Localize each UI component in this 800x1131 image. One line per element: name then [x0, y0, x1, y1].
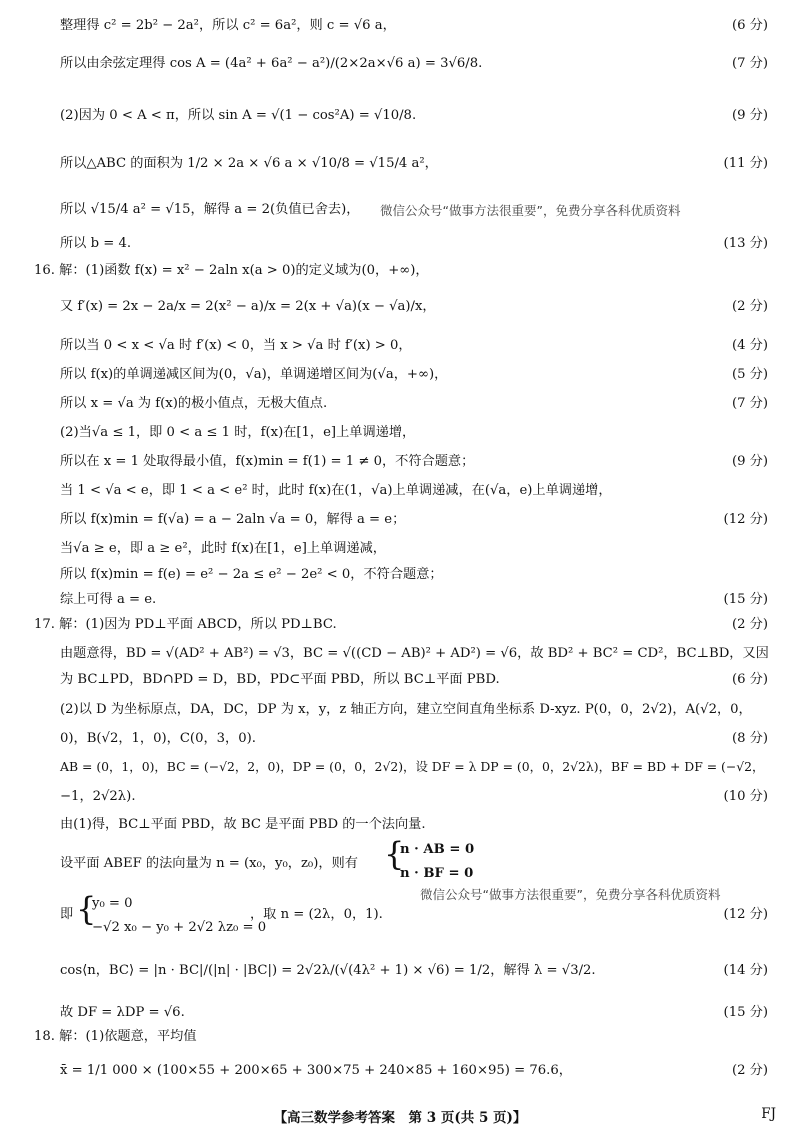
solution-line: 所以在 x = 1 处取得最小值，f(x)min = f(1) = 1 ≠ 0，不符合题意； [60, 454, 475, 469]
solution-line: 即 [60, 907, 74, 922]
page-footer: 【高三数学参考答案 第 3 页(共 5 页)】 [273, 1110, 527, 1126]
system2-tail: ，取 n = (2λ，0，1). [250, 907, 383, 922]
solution-line: 16. 解：(1)函数 f(x) = x² − 2aln x(a > 0)的定义域为(0，+∞)， [34, 263, 429, 278]
solution-line: 当 1 < √a < e，即 1 < a < e² 时，此时 f(x)在(1，√a)上单调递减，在(√a，e)上单调递增， [60, 483, 612, 498]
solution-line: 所以由余弦定理得 cos A = (4a² + 6a² − a²)/(2×2a×√6 a) = 3√6/8. [60, 56, 483, 71]
system1-eq2: n · BF = 0 [400, 866, 474, 881]
solution-line: 所以 √15/4 a² = √15，解得 a = 2(负值已舍去)， [60, 202, 360, 217]
solution-line: 又 f′(x) = 2x − 2a/x = 2(x² − a)/x = 2(x + √a)(x − √a)/x， [60, 299, 436, 314]
solution-line: 设平面 ABEF 的法向量为 n = (x₀，y₀，z₀)，则有 [60, 856, 358, 871]
solution-line: 所以 x = √a 为 f(x)的极小值点，无极大值点. [60, 396, 328, 411]
score-mark: (2 分) [731, 617, 768, 632]
score-mark: (10 分) [723, 789, 768, 804]
score-mark: (4 分) [731, 338, 768, 353]
solution-line: 18. 解：(1)依题意，平均值 [34, 1029, 197, 1044]
solution-line: 由题意得，BD = √(AD² + AB²) = √3，BC = √((CD − AB)² + AD²) = √6，故 BD² + BC² = CD²，BC⊥BD，又因 [60, 646, 769, 661]
score-mark: (13 分) [723, 236, 768, 251]
score-mark: (15 分) [723, 1005, 768, 1020]
system-brace-1: { [384, 835, 405, 873]
score-mark: (11 分) [723, 156, 768, 171]
solution-line: 所以 f(x)min = f(e) = e² − 2a ≤ e² − 2e² < 0，不符合题意； [60, 567, 443, 582]
score-mark: (6 分) [731, 18, 768, 33]
solution-line: 所以 f(x)min = f(√a) = a − 2aln √a = 0，解得 a = e； [60, 512, 406, 527]
score-mark: (2 分) [731, 1063, 768, 1078]
score-mark: (2 分) [731, 299, 768, 314]
solution-line: −1，2√2λ). [60, 789, 136, 804]
solution-line: 所以 b = 4. [60, 236, 132, 251]
score-mark: (12 分) [723, 512, 768, 527]
score-mark: (8 分) [731, 731, 768, 746]
score-mark: (15 分) [723, 592, 768, 607]
system2-eq1: y₀ = 0 [92, 896, 133, 911]
score-mark: (14 分) [723, 963, 768, 978]
solution-line: x̄ = 1/1 000 × (100×55 + 200×65 + 300×75 + 240×85 + 160×95) = 76.6， [60, 1063, 572, 1078]
solution-line: AB = (0，1，0)，BC = (−√2，2，0)，DP = (0，0，2√2)，设 DF = λ DP = (0，0，2√2λ)，BF = BD + DF = (−√2， [60, 759, 765, 774]
solution-line: 17. 解：(1)因为 PD⊥平面 ABCD，所以 PD⊥BC. [34, 617, 337, 632]
score-mark: (9 分) [731, 454, 768, 469]
score-mark: (7 分) [731, 396, 768, 411]
score-mark: (7 分) [731, 56, 768, 71]
score-mark: (5 分) [731, 367, 768, 382]
system1-eq1: n · AB = 0 [400, 842, 475, 857]
solution-line: (2)当√a ≤ 1，即 0 < a ≤ 1 时，f(x)在[1，e]上单调递增， [60, 425, 416, 440]
solution-line: 由(1)得，BC⊥平面 PBD，故 BC 是平面 PBD 的一个法向量. [60, 817, 426, 832]
solution-line: 所以 f(x)的单调递减区间为(0，√a)，单调递增区间为(√a，+∞)， [60, 367, 448, 382]
footer-code: FJ [761, 1106, 776, 1122]
score-mark: (9 分) [731, 108, 768, 123]
solution-line: (2)以 D 为坐标原点，DA，DC，DP 为 x，y，z 轴正方向，建立空间直角坐标系 D-xyz. P(0，0，2√2)，A(√2，0， [60, 702, 752, 717]
score-mark: (12 分) [723, 907, 768, 922]
system-brace-2: { [76, 890, 97, 928]
solution-line: cos⟨n，BC⟩ = |n · BC|/(|n| · |BC|) = 2√2λ/(√(4λ² + 1) × √6) = 1/2，解得 λ = √3/2. [60, 963, 596, 978]
solution-line: 0)，B(√2，1，0)，C(0，3，0). [60, 731, 256, 746]
solution-line: 当√a ≥ e，即 a ≥ e²，此时 f(x)在[1，e]上单调递减， [60, 541, 386, 556]
system2-eq2: −√2 x₀ − y₀ + 2√2 λz₀ = 0 [92, 920, 267, 935]
solution-line: 为 BC⊥PD，BD∩PD = D，BD，PD⊂平面 PBD，所以 BC⊥平面 PBD. [60, 672, 500, 687]
watermark-text-2: 微信公众号“做事方法很重要”，免费分享各科优质资料 [420, 887, 721, 902]
watermark-text-1: 微信公众号“做事方法很重要”，免费分享各科优质资料 [380, 203, 681, 218]
solution-line: 故 DF = λDP = √6. [60, 1005, 185, 1020]
solution-line: 所以△ABC 的面积为 1/2 × 2a × √6 a × √10/8 = √15/4 a²， [60, 156, 438, 171]
solution-line: 所以当 0 < x < √a 时 f′(x) < 0，当 x > √a 时 f′(x) > 0， [60, 338, 412, 353]
solution-line: 综上可得 a = e. [60, 592, 157, 607]
solution-line: 整理得 c² = 2b² − 2a²，所以 c² = 6a²，则 c = √6 a， [60, 18, 396, 33]
solution-line: (2)因为 0 < A < π，所以 sin A = √(1 − cos²A) = √10/8. [60, 108, 417, 123]
score-mark: (6 分) [731, 672, 768, 687]
